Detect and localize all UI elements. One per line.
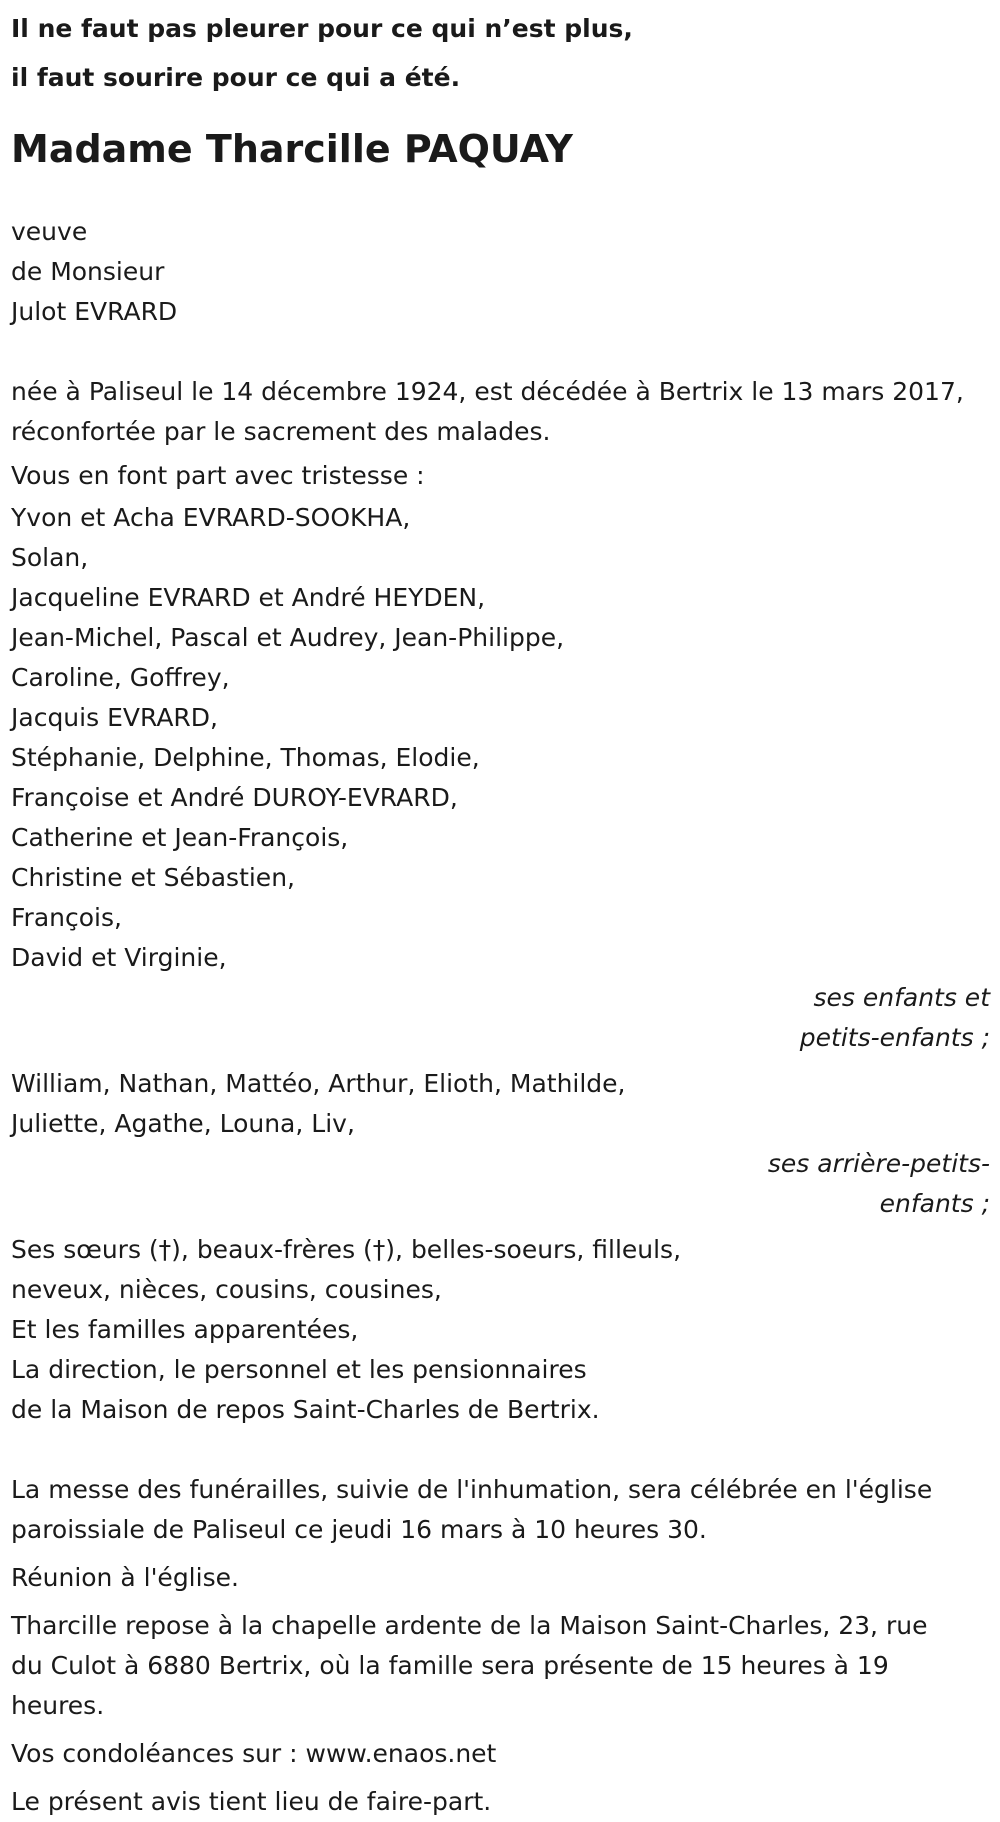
list-item: Françoise et André DUROY-EVRARD,: [11, 783, 458, 812]
list-item: Solan,: [11, 543, 89, 572]
list-item: Jacquis EVRARD,: [11, 703, 218, 732]
children-list: [11, 498, 990, 978]
others-list: [11, 1230, 990, 1430]
list-item: William, Nathan, Mattéo, Arthur, Elioth, Mathilde,: [11, 1069, 626, 1098]
list-item: Et les familles apparentées,: [11, 1315, 359, 1344]
list-item: Jean-Michel, Pascal et Audrey, Jean-Philippe,: [11, 623, 565, 652]
condolences-info: Vos condoléances sur : www.enaos.net: [11, 1739, 497, 1768]
announcement: Vous en font part avec tristesse :: [11, 461, 425, 490]
children-label: [11, 978, 990, 1058]
list-item: Ses sœurs (†), beaux-frères (†), belles-soeurs, filleuls,: [11, 1235, 682, 1264]
birth-death-line: réconfortée par le sacrement des malades.: [11, 417, 551, 446]
children-label-line: petits-enfants ;: [799, 1023, 990, 1052]
repose-block: [11, 1606, 990, 1726]
widow-line: de Monsieur: [11, 257, 165, 286]
quote-line-1: Il ne faut pas pleurer pour ce qui n’est plus,: [11, 14, 633, 43]
list-item: Caroline, Goffrey,: [11, 663, 230, 692]
widow-line: Julot EVRARD: [11, 297, 178, 326]
funeral-block: [11, 1470, 990, 1550]
birth-death-line: née à Paliseul le 14 décembre 1924, est décédée à Bertrix le 13 mars 2017,: [11, 377, 964, 406]
great-grandchildren-list: [11, 1064, 990, 1144]
list-item: Christine et Sébastien,: [11, 863, 295, 892]
list-item: David et Virginie,: [11, 943, 227, 972]
list-item: Catherine et Jean-François,: [11, 823, 349, 852]
meeting-info: Réunion à l'église.: [11, 1563, 239, 1592]
quote-line-2: il faut sourire pour ce qui a été.: [11, 63, 461, 92]
repose-line: du Culot à 6880 Bertrix, où la famille sera présente de 15 heures à 19: [11, 1651, 889, 1680]
list-item: Juliette, Agathe, Louna, Liv,: [11, 1109, 355, 1138]
repose-line: Tharcille repose à la chapelle ardente de la Maison Saint-Charles, 23, rue: [11, 1611, 928, 1640]
list-item: François,: [11, 903, 122, 932]
widow-block: [11, 212, 990, 332]
list-item: de la Maison de repos Saint-Charles de Bertrix.: [11, 1395, 600, 1424]
birth-death-block: [11, 372, 990, 452]
list-item: Yvon et Acha EVRARD-SOOKHA,: [11, 503, 411, 532]
repose-line: heures.: [11, 1691, 105, 1720]
great-grandchildren-label-line: enfants ;: [879, 1189, 990, 1218]
children-label-line: ses enfants et: [813, 983, 990, 1012]
notice-text: Le présent avis tient lieu de faire-part.: [11, 1787, 492, 1816]
list-item: La direction, le personnel et les pensionnaires: [11, 1355, 587, 1384]
great-grandchildren-label-line: ses arrière-petits-: [767, 1149, 990, 1178]
funeral-line: La messe des funérailles, suivie de l'inhumation, sera célébrée en l'église: [11, 1475, 933, 1504]
list-item: Jacqueline EVRARD et André HEYDEN,: [11, 583, 486, 612]
great-grandchildren-label: [11, 1144, 990, 1224]
deceased-name: Madame Tharcille PAQUAY: [11, 127, 573, 171]
list-item: neveux, nièces, cousins, cousines,: [11, 1275, 442, 1304]
funeral-line: paroissiale de Paliseul ce jeudi 16 mars à 10 heures 30.: [11, 1515, 707, 1544]
list-item: Stéphanie, Delphine, Thomas, Elodie,: [11, 743, 480, 772]
widow-line: veuve: [11, 217, 88, 246]
